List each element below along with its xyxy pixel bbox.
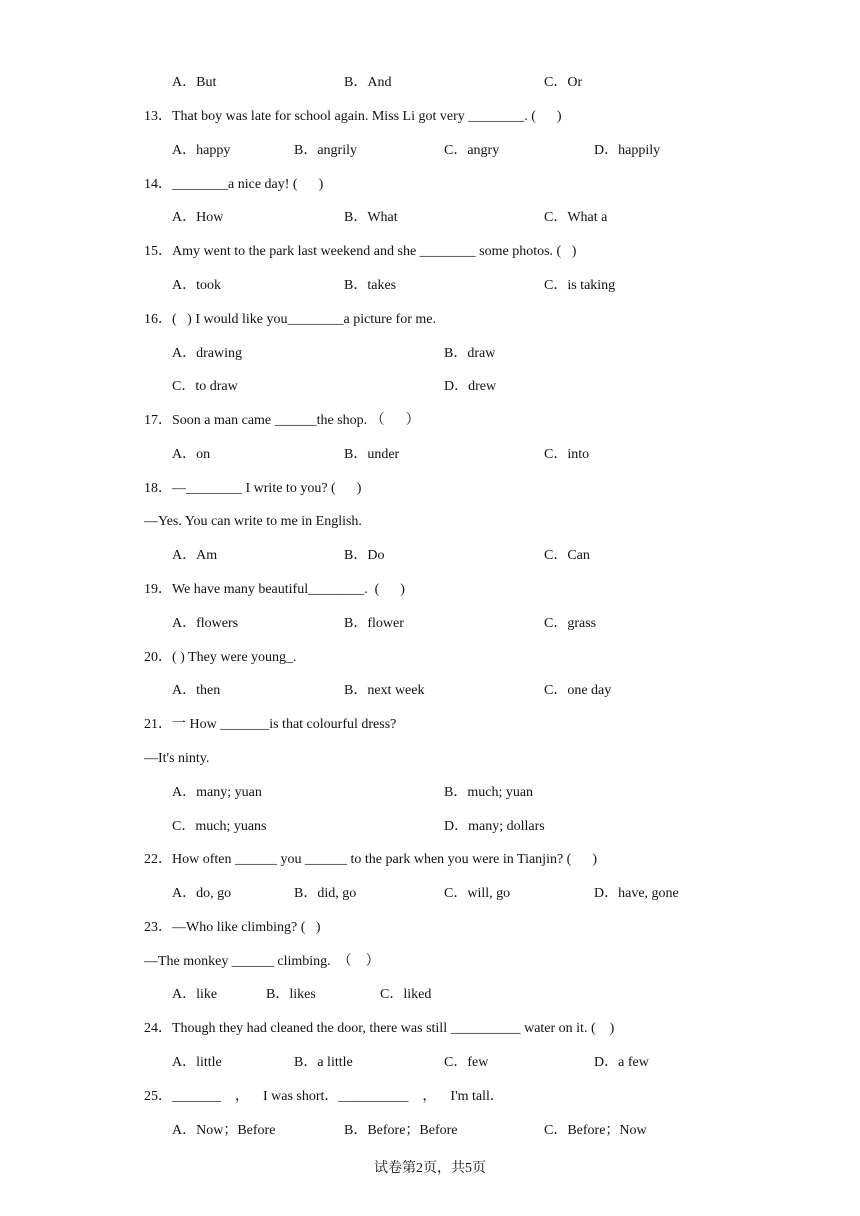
q16-option-a: A．drawing	[172, 346, 242, 361]
q18-stem: 18．—________ I write to you? ( )	[144, 481, 362, 496]
q24-stem: 24．Though they had cleaned the door, there was still __________ water on it. ( )	[144, 1021, 615, 1036]
q12-option-c: C．Or	[544, 75, 583, 90]
q13-stem: 13．That boy was late for school again. Miss Li got very ________. ( )	[144, 109, 562, 124]
q17-option-c: C．into	[544, 447, 590, 462]
q22-option-d: D．have, gone	[594, 886, 679, 901]
q24-option-b: B．a little	[294, 1055, 353, 1070]
q18-reply: —Yes. You can write to me in English.	[144, 514, 362, 529]
q16-stem: 16．( ) I would like you________a picture for me.	[144, 312, 436, 327]
q21-option-c: C．much; yuans	[172, 819, 267, 834]
q17-stem: 17．Soon a man came ______the shop. （ ）	[144, 413, 420, 428]
q23-option-b: B．likes	[266, 987, 316, 1002]
q16-option-d: D．drew	[444, 379, 497, 394]
q21-option-b: B．much; yuan	[444, 785, 534, 800]
q22-option-c: C．will, go	[444, 886, 511, 901]
q22-option-a: A．do, go	[172, 886, 232, 901]
q13-option-d: D．happily	[594, 143, 661, 158]
q17-option-b: B．under	[344, 447, 400, 462]
q23-option-c: C．liked	[380, 987, 432, 1002]
q24-option-c: C．few	[444, 1055, 489, 1070]
q13-option-a: A．happy	[172, 143, 231, 158]
q13-option-b: B．angrily	[294, 143, 357, 158]
q21-reply: —It's ninty.	[144, 751, 210, 766]
q19-stem: 19．We have many beautiful________. ( )	[144, 582, 405, 597]
q23-stem: 23．—Who like climbing? ( )	[144, 920, 321, 935]
q19-option-c: C．grass	[544, 616, 597, 631]
q22-stem: 22．How often ______ you ______ to the park when you were in Tianjin? ( )	[144, 852, 597, 867]
q14-option-a: A．How	[172, 210, 224, 225]
q15-stem: 15．Amy went to the park last weekend and she ________ some photos. ( )	[144, 244, 577, 259]
q21-stem: 21．一 How _______is that colourful dress?	[144, 717, 397, 732]
q24-option-a: A．little	[172, 1055, 222, 1070]
q13-option-c: C．angry	[444, 143, 500, 158]
q12-option-b: B．And	[344, 75, 392, 90]
q18-option-a: A．Am	[172, 548, 218, 563]
q16-option-b: B．draw	[444, 346, 496, 361]
q14-stem: 14．________a nice day! ( )	[144, 177, 324, 192]
q16-option-c: C．to draw	[172, 379, 238, 394]
q14-option-c: C．What a	[544, 210, 608, 225]
q14-option-b: B．What	[344, 210, 398, 225]
page-footer: 试卷第2页，共5页	[374, 1161, 486, 1176]
q18-option-b: B．Do	[344, 548, 385, 563]
q20-stem: 20．( ) They were young_.	[144, 650, 297, 665]
q25-option-c: C．Before；Now	[544, 1123, 647, 1138]
q20-option-b: B．next week	[344, 683, 425, 698]
q12-option-a: A．But	[172, 75, 217, 90]
q20-option-a: A．then	[172, 683, 221, 698]
q25-option-b: B．Before；Before	[344, 1123, 458, 1138]
q18-option-c: C．Can	[544, 548, 590, 563]
q25-option-a: A．Now；Before	[172, 1123, 276, 1138]
q15-option-b: B．takes	[344, 278, 397, 293]
q19-option-b: B．flower	[344, 616, 404, 631]
q25-stem: 25．_______ ， I was short．__________ ， I'm tall．	[144, 1089, 504, 1104]
q21-option-d: D．many; dollars	[444, 819, 545, 834]
q15-option-c: C．is taking	[544, 278, 616, 293]
q22-option-b: B．did, go	[294, 886, 357, 901]
q19-option-a: A．flowers	[172, 616, 239, 631]
q23-option-a: A．like	[172, 987, 218, 1002]
q15-option-a: A．took	[172, 278, 221, 293]
q21-option-a: A．many; yuan	[172, 785, 262, 800]
q23-reply: —The monkey ______ climbing. （ ）	[144, 954, 380, 969]
q17-option-a: A．on	[172, 447, 211, 462]
q24-option-d: D．a few	[594, 1055, 649, 1070]
q20-option-c: C．one day	[544, 683, 612, 698]
